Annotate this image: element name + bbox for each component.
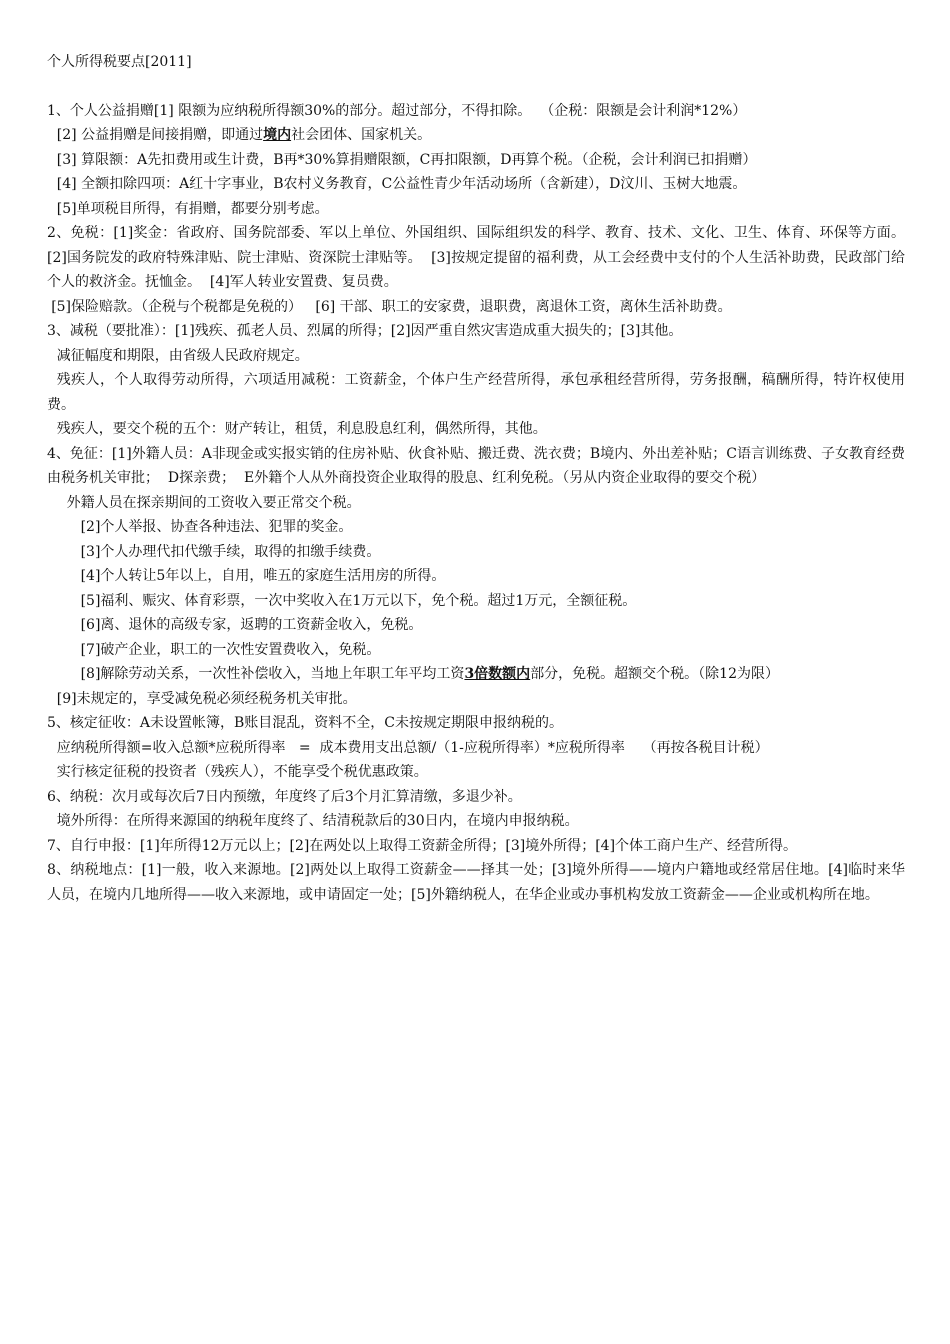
section-1-line-1: 1、个人公益捐赠[1] 限额为应纳税所得额30%的部分。超过部分，不得扣除。 （企税：限额是会计利润*12%） <box>47 102 747 119</box>
emphasis-three-times: 3倍数额内 <box>464 666 531 682</box>
section-4-para-2: 外籍人员在探亲期间的工资收入要正常交个税。 <box>66 494 361 511</box>
section-4-item-4: [4]个人转让5年以上，自用，唯五的家庭生活用房的所得。 <box>80 568 446 584</box>
text-run: [2] 公益捐赠是间接捐赠，即通过 <box>56 127 264 143</box>
section-4-item-3: [3]个人办理代扣代缴手续，取得的扣缴手续费。 <box>80 543 381 560</box>
document-body <box>47 50 914 907</box>
section-4-item-9: [9]未规定的，享受减免税必须经税务机关审批。 <box>56 690 357 707</box>
section-4-item-8 <box>47 662 905 687</box>
section-6-para-2: 境外所得：在所得来源国的纳税年度终了、结清税款后的30日内，在境内申报纳税。 <box>56 813 579 829</box>
section-5-para-1: 5、核定征收：A未设置帐簿，B账目混乱，资料不全，C未按规定期限申报纳税的。 <box>47 715 564 731</box>
section-1-line-4: [4] 全额扣除四项：A红十字事业，B农村义务教育，C公益性青少年活动场所（含新建），D汶川、玉树大地震。 <box>56 176 747 192</box>
section-3-para-2: 减征幅度和期限，由省级人民政府规定。 <box>56 347 309 364</box>
section-3-para-1: 3、减税（要批准）：[1]残疾、孤老人员、烈属的所得；[2]因严重自然灾害造成重大损失的；[3]其他。 <box>47 323 683 339</box>
section-5-para-3: 实行核定征税的投资者（残疾人），不能享受个税优惠政策。 <box>56 764 428 780</box>
section-1-line-5: [5]单项税目所得，有捐赠，都要分别考虑。 <box>56 200 329 217</box>
section-3-para-4: 残疾人，要交个税的五个：财产转让，租赁，利息股息红利，偶然所得，其他。 <box>56 421 547 437</box>
section-4-item-2: [2]个人举报、协查各种违法、犯罪的奖金。 <box>80 519 353 535</box>
section-1-line-3: [3] 算限额：A先扣费用或生计费，B再*30%算捐赠限额，C再扣限额，D再算个税。（企税，会计利润已扣捐赠） <box>56 151 757 168</box>
document-title: 个人所得税要点[2011] <box>47 54 192 70</box>
section-2-para-2: [5]保险赔款。（企税与个税都是免税的） [6] 干部、职工的安家费，退职费，离退休工资，离休生活补助费。 <box>51 298 732 315</box>
text-run: [8]解除劳动关系，一次性补偿收入，当地上年职工年平均工资 <box>80 666 465 682</box>
text-run: 社会团体、国家机关。 <box>291 127 432 143</box>
section-1-line-2 <box>47 123 905 148</box>
emphasis-domestic: 境内 <box>263 127 292 143</box>
section-4-item-5: [5]福利、赈灾、体育彩票，一次中奖收入在1万元以下，免个税。超过1万元，全额征税。 <box>80 592 637 609</box>
section-4-item-6: [6]离、退休的高级专家，返聘的工资薪金收入，免税。 <box>80 617 423 633</box>
text-run: 部分，免税。超额交个税。（除12为限） <box>530 666 780 682</box>
section-2-para-1: 2、免税：[1]奖金：省政府、国务院部委、军以上单位、外国组织、国际组织发的科学、教育、技术、文化、卫生、体育、环保等方面。 [2]国务院发的政府特殊津贴、院士津贴、资深院士津贴等。 [3]按规定提留的福利费，从工会经费中支付的个人生活补助费，民政部门给个人的救济金。抚恤金。 [4]军人转业安置费、复员费。 <box>47 225 914 290</box>
section-4-para-1: 4、免征：[1]外籍人员：A非现金或实报实销的住房补贴、伙食补贴、搬迁费、洗衣费；B境内、外出差补贴；C语言训练费、子女教育经费由税务机关审批； D探亲费； E外籍个人从外商投资企业取得的股息、红利免税。（另从内资企业取得的要交个税） <box>47 445 905 486</box>
section-7-para-1: 7、自行申报：[1]年所得12万元以上；[2]在两处以上取得工资薪金所得；[3]境外所得；[4]个体工商户生产、经营所得。 <box>47 837 798 854</box>
section-8-para-1: 8、纳税地点：[1]一般，收入来源地。[2]两处以上取得工资薪金——择其一处；[3]境外所得——境内户籍地或经常居住地。[4]临时来华人员，在境内几地所得——收入来源地，或申请固定一处；[5]外籍纳税人，在华企业或办事机构发放工资薪金——企业或机构所在地。 <box>47 862 905 903</box>
section-5-para-2: 应纳税所得额=收入总额*应税所得率 = 成本费用支出总额/（1-应税所得率）*应税所得率 （再按各税目计税） <box>56 739 769 756</box>
section-4-item-7: [7]破产企业，职工的一次性安置费收入，免税。 <box>80 641 381 658</box>
section-3-para-3: 残疾人，个人取得劳动所得，六项适用减税：工资薪金，个体户生产经营所得，承包承租经营所得，劳务报酬，稿酬所得，特许权使用费。 <box>47 372 905 413</box>
section-6-para-1: 6、纳税：次月或每次后7日内预缴，年度终了后3个月汇算清缴，多退少补。 <box>47 788 522 805</box>
